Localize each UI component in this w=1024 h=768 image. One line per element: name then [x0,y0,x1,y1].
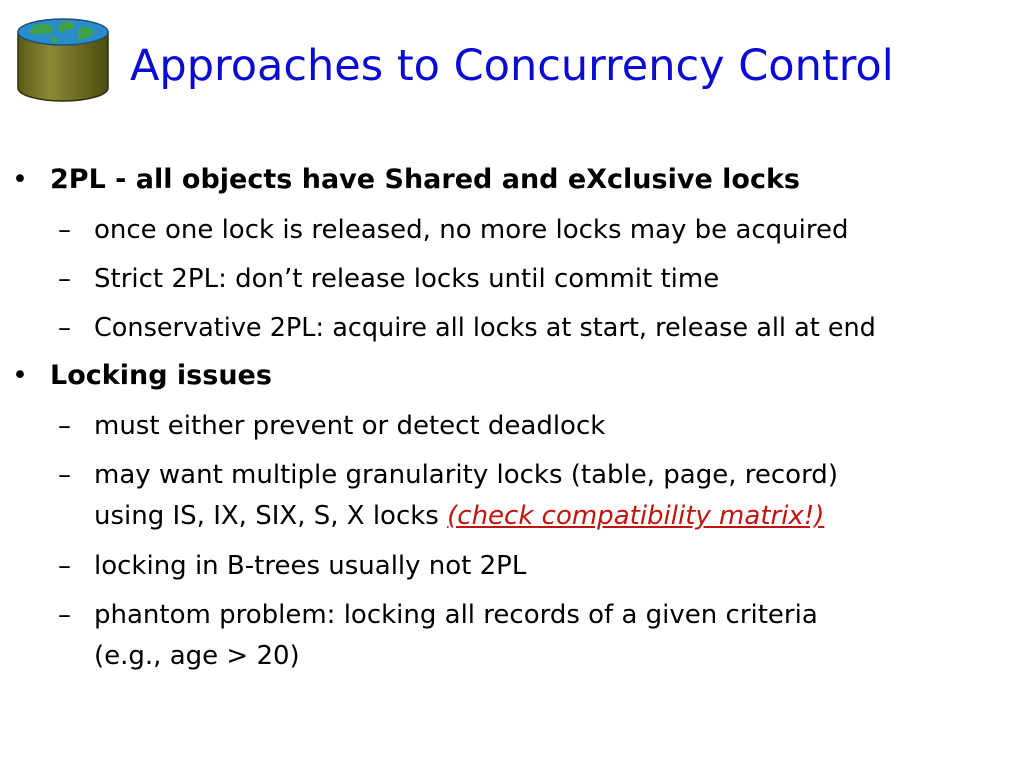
dash-marker: – [58,600,71,630]
sub-item-text: locking in B-trees usually not 2PL [94,551,527,581]
bullet-marker: • [12,360,28,391]
compatibility-matrix-link[interactable]: (check compatibility matrix!) [447,501,825,531]
dash-marker: – [58,411,71,441]
dash-marker: – [58,460,71,490]
database-globe-icon [14,14,112,104]
sub-item-text: must either prevent or detect deadlock [94,411,606,441]
dash-marker: – [58,264,71,294]
slide-title: Approaches to Concurrency Control [130,41,894,91]
bullet-marker: • [12,164,28,195]
dash-marker: – [58,313,71,343]
sub-item-text: Strict 2PL: don’t release locks until commit time [94,264,720,294]
sub-item-text: (e.g., age > 20) [94,641,300,671]
sub-item-text: Conservative 2PL: acquire all locks at start, release all at end [94,313,876,343]
bullet-text: 2PL - all objects have Shared and eXclusive locks [50,164,800,195]
sub-item-text: phantom problem: locking all records of a given criteria [94,600,818,630]
sub-item-text: may want multiple granularity locks (table, page, record) [94,460,838,490]
dash-marker: – [58,551,71,581]
bullet-text: Locking issues [50,360,272,391]
sub-item-text-part: using IS, IX, SIX, S, X locks [94,501,448,531]
sub-item-text: once one lock is released, no more locks may be acquired [94,215,849,245]
sub-item-text [94,496,824,536]
dash-marker: – [58,215,71,245]
